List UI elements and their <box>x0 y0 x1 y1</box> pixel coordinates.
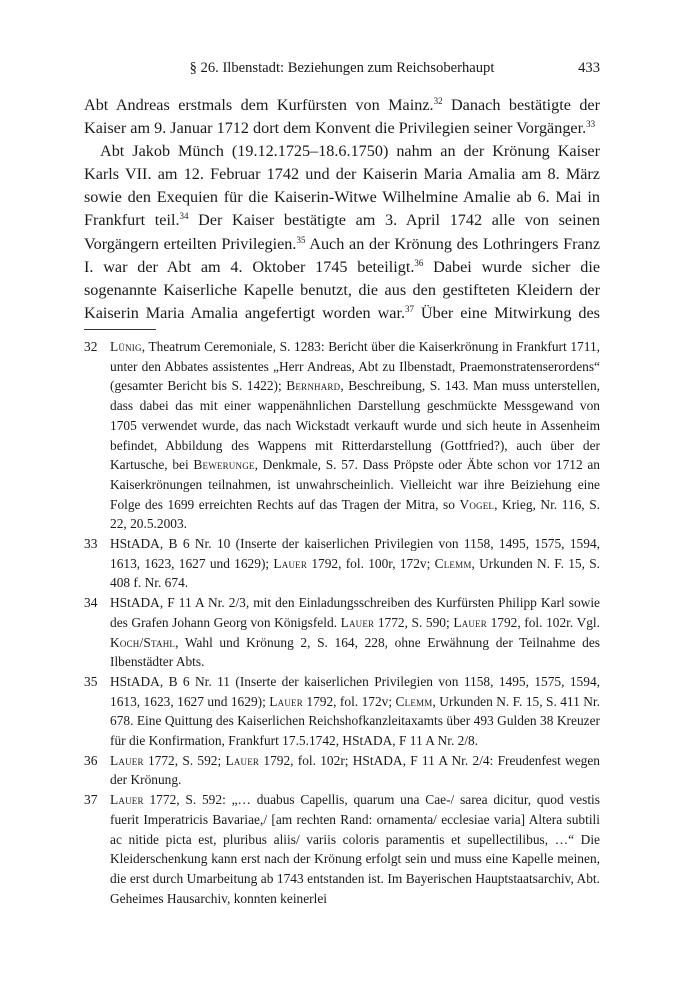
text-run: Abt Andreas erstmals dem Kurfürsten von Mainz. <box>84 96 434 114</box>
footnote-text <box>110 672 600 751</box>
footnote-35 <box>84 672 600 751</box>
footnote-number: 34 <box>84 595 98 611</box>
page-number: 433 <box>578 60 600 76</box>
author-name: Clemm <box>395 693 433 709</box>
text-run: , Beschreibung, S. 143. Man muss unterstellen, dass dabei das mit einer wappenähnlichen Darstellung geschmückte Messgewand von 1705 verwendet wurde, das nach Wickstadt verkauft wurde und sich heute in Assenheim befindet, Abbildung des Wappens mit Ritterdarstellung (Gottfried?), auch über der Kartusche, bei <box>110 378 600 473</box>
footnote-ref-34[interactable]: 34 <box>179 211 189 222</box>
footnote-number: 36 <box>84 752 98 768</box>
author-name: Lauer <box>269 693 303 709</box>
footnote-ref-37[interactable]: 37 <box>405 303 414 314</box>
author-name: Clemm <box>434 555 472 571</box>
footnote-number: 37 <box>84 792 98 808</box>
footnote-number: 35 <box>84 673 98 689</box>
text-run: , Denkmale, S. 57. Dass Pröpste oder Äbte schon vor 1712 an Kaiserkrönungen teilnahmen, ist unwahrscheinlich. Vielleicht war ihre Beiziehung eine Folge des 1699 erreichten Rechts auf das Tragen der Mitra, so <box>110 457 600 512</box>
text-run: HStADA, B 6 Nr. 10 (Inserte der kaiserlichen Privilegien von 1158, 1495, 1575, 1594, 1613, 1623, 1627 und 1629); <box>110 536 600 571</box>
running-title: § 26. Ilbenstadt: Beziehungen zum Reichsoberhaupt <box>189 60 495 76</box>
author-name: Lauer <box>453 614 487 630</box>
text-run: Der Kaiser bestätigte am 3. April 1742 alle von seinen Vorgängern erteilten Privilegien. <box>84 211 600 253</box>
footnote-36 <box>84 751 600 790</box>
footnote-number: 33 <box>84 536 98 552</box>
text-run: Abt Jakob Münch (19.12.1725–18.6.1750) nahm an der Krönung Kaiser Karls VII. am 12. Februar 1742 und der Kaiserin Maria Amalia am 8. März sowie den Exequien für die Kaiserin-Witwe Wilhelmine Amalie ab 6. Mai in Frankfurt teil. <box>84 142 600 230</box>
footnotes <box>84 337 600 908</box>
text-run: , Theatrum Ceremoniale, S. 1283: Bericht über die Kaiserkrönung in Frankfurt 1711, unter den Abbates assistentes „Herr Andreas, Abt zu Ilbenstadt, Praemonstratenserordens“ (gesamter Bericht bis S. 1422); <box>110 339 600 394</box>
author-name: Lünig <box>110 339 142 354</box>
footnote-32 <box>84 337 600 534</box>
text-run: 1792, fol. 100r, 172v; <box>307 555 435 571</box>
text-run: Dabei wurde sicher die sogenannte Kaiserliche Kapelle benutzt, die aus den gestifteten Kleidern der Kaiserin Maria Amalia angefertigt worden war. <box>84 257 600 322</box>
footnote-text <box>110 534 600 593</box>
text-run: 1792, fol. 172v; <box>302 693 396 709</box>
author-name: Vogel <box>459 496 495 512</box>
main-text <box>84 94 600 325</box>
author-name: Bewerunge <box>193 457 255 473</box>
author-name: Bernhard <box>286 378 341 394</box>
footnote-text <box>110 593 600 672</box>
page-header <box>84 60 600 82</box>
footnote-text <box>110 751 600 790</box>
footnote-text <box>110 337 600 534</box>
footnote-text <box>110 790 600 908</box>
author-name: Lauer <box>225 752 260 768</box>
text-run: Danach bestätigte der Kaiser am 9. Januar 1712 dort dem Konvent die Privilegien seiner Vorgänger. <box>84 96 600 138</box>
text-run: Über eine Mitwirkung des <box>414 303 600 322</box>
book-page <box>84 0 600 988</box>
text-run: , Urkunden N. F. 15, S. 408 f. Nr. 674. <box>110 555 600 591</box>
footnote-ref-33[interactable]: 33 <box>586 119 596 130</box>
text-run: , Urkunden N. F. 15, S. 411 Nr. 678. Eine Quittung des Kaiserlichen Reichshofkanzleitaxamts über 493 Gulden 38 Kreuzer für die Konfirmation, Frankfurt 17.5.1742, HStADA, F 11 A Nr. 2/8. <box>110 693 600 749</box>
text-run: 1772, S. 592; <box>143 752 226 768</box>
text-run: 1772, S. 590; <box>374 614 454 630</box>
text-run: 1772, S. 592: „… duabus Capellis, quarum una Cae-/ sarea dicitur, quod vestis fuerit Imperatricis Bavariae,/ [am rechten Rand: ornamenta/ ecclesiae varia] Altera subtili ac nitide picta est, pluribus aliis/ variis coloris paramentis et supellectilibus, …“ Die Kleiderschenkung kann erst nach der Krönung erfolgt sein und muss eine Kapelle meinen, die erst durch Umarbeitung ab 1743 entstanden ist. Im Bayerischen Hauptstaatsarchiv, Abt. Geheimes Hausarchiv, konnten keinerlei <box>110 792 600 906</box>
footnote-37 <box>84 790 600 908</box>
text-run: , Krieg, Nr. 116, S. 22, 20.5.2003. <box>110 496 600 532</box>
paragraph-1 <box>84 94 600 140</box>
author-name: Lauer <box>110 752 144 768</box>
footnote-number: 32 <box>84 339 98 354</box>
text-run: HStADA, F 11 A Nr. 2/3, mit den Einladungsschreiben des Kurfürsten Philipp Karl sowie des Grafen Johann Georg von Königsfeld. <box>110 595 600 630</box>
author-name: Lauer <box>110 792 144 808</box>
text-run: 1792, fol. 102r. Vgl. <box>487 614 600 630</box>
author-name: Lauer <box>273 555 308 571</box>
footnote-separator <box>84 329 156 330</box>
author-name: Lauer <box>340 614 375 630</box>
paragraph-2 <box>84 140 600 325</box>
text-run: Auch an der Krönung des Lothringers Franz I. war der Abt am 4. Oktober 1745 beteiligt. <box>84 234 600 276</box>
text-run: 1792, fol. 102r; HStADA, F 11 A Nr. 2/4: Freudenfest wegen der Krönung. <box>110 752 600 788</box>
footnote-ref-35[interactable]: 35 <box>296 234 306 245</box>
text-run: HStADA, B 6 Nr. 11 (Inserte der kaiserlichen Privilegien von 1158, 1495, 1575, 1594, 1613, 1623, 1627 und 1629); <box>110 673 600 709</box>
author-name: Koch/Stahl <box>110 634 176 650</box>
footnote-ref-32[interactable]: 32 <box>433 96 443 106</box>
text-run: , Wahl und Krönung 2, S. 164, 228, ohne Erwähnung der Teilnahme des Ilbenstädter Abts. <box>110 634 600 670</box>
footnote-33 <box>84 534 600 593</box>
footnote-34 <box>84 593 600 672</box>
footnote-ref-36[interactable]: 36 <box>414 257 424 268</box>
